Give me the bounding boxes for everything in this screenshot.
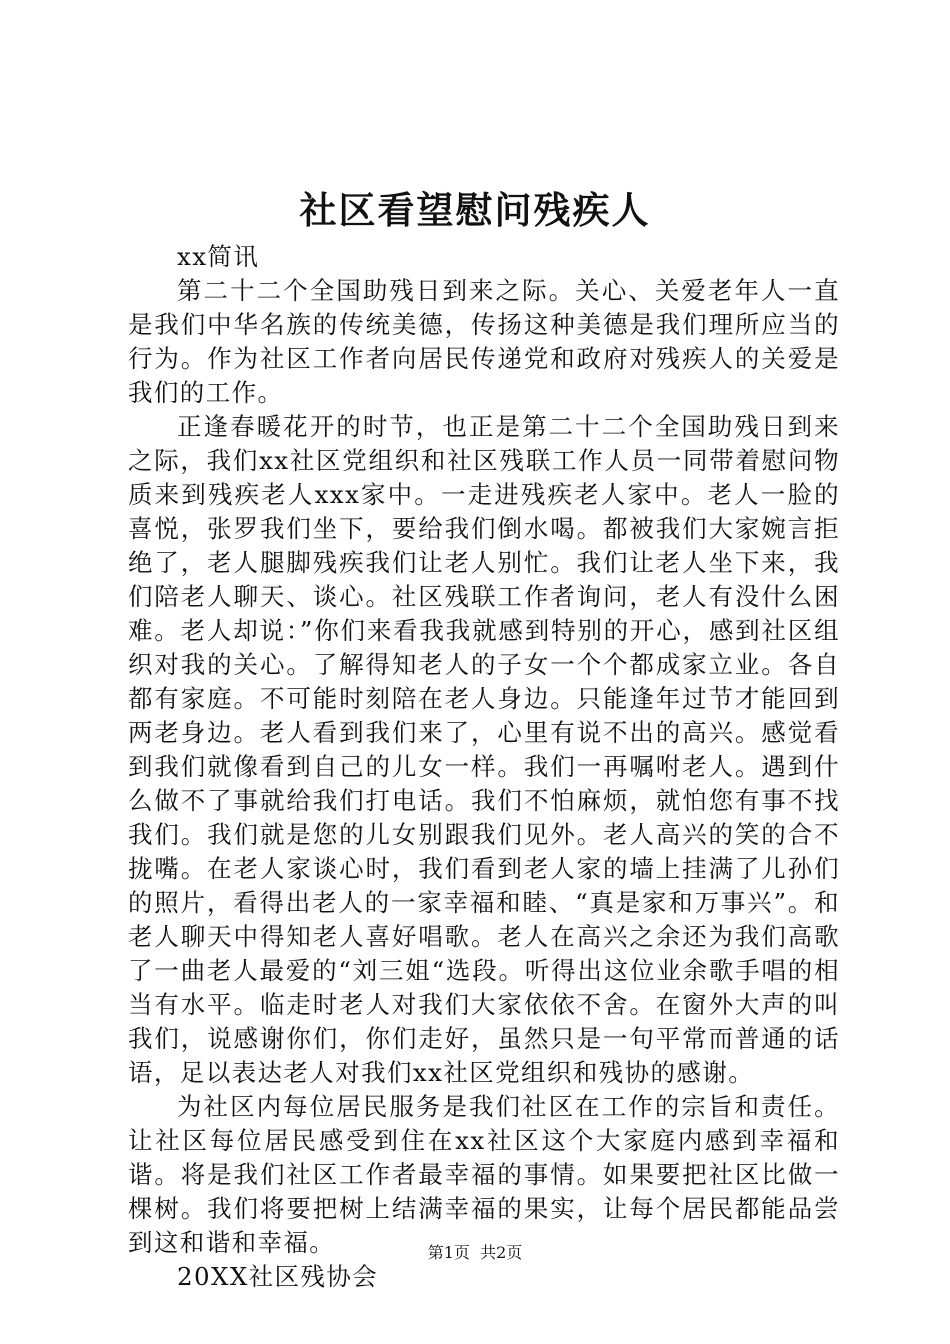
- page-total: 共2页: [480, 1243, 523, 1262]
- page-footer: [0, 1243, 950, 1263]
- document-body: [128, 240, 840, 1294]
- signature-paragraph: 20XX社区残协会: [177, 1262, 379, 1291]
- page-number: 第1页: [427, 1243, 470, 1262]
- byline-paragraph: xx简讯: [177, 242, 260, 271]
- page-title: 社区看望慰问残疾人: [299, 188, 651, 232]
- closing-paragraph: 为社区内每位居民服务是我们社区在工作的宗旨和责任。让社区每位居民感受到住在xx社区这个大家庭内感到幸福和谐。将是我们社区工作者最幸福的事情。如果要把社区比做一棵树。我们将要把树上结满幸福的果实，让每个居民都能品尝到这和谐和幸福。: [128, 1092, 840, 1257]
- visit-paragraph: 正逢春暖花开的时节，也正是第二十二个全国助残日到来之际，我们xx社区党组织和社区残联工作人员一同带着慰问物质来到残疾老人xxx家中。一走进残疾老人家中。老人一脸的喜悦，张罗我们坐下，要给我们倒水喝。都被我们大家婉言拒绝了，老人腿脚残疾我们让老人别忙。我们让老人坐下来，我们陪老人聊天、谈心。社区残联工作者询问，老人有没什么困难。老人却说：”你们来看我我就感到特别的开心，感到社区组织对我的关心。了解得知老人的子女一个个都成家立业。各自都有家庭。不可能时刻陪在老人身边。只能逢年过节才能回到两老身边。老人看到我们来了，心里有说不出的高兴。感觉看到我们就像看到自己的儿女一样。我们一再嘱咐老人。遇到什么做不了事就给我们打电话。我们不怕麻烦，就怕您有事不找我们。我们就是您的儿女别跟我们见外。老人高兴的笑的合不拢嘴。在老人家谈心时，我们看到老人家的墙上挂满了儿孙们的照片，看得出老人的一家幸福和睦、“真是家和万事兴”。和老人聊天中得知老人喜好唱歌。老人在高兴之余还为我们高歌了一曲老人最爱的“刘三姐“选段。听得出这位业余歌手唱的相当有水平。临走时老人对我们大家依依不舍。在窗外大声的叫我们，说感谢你们，你们走好，虽然只是一句平常而普通的话语，足以表达老人对我们xx社区党组织和残协的感谢。: [128, 412, 840, 1087]
- intro-paragraph: 第二十二个全国助残日到来之际。关心、关爱老年人一直是我们中华名族的传统美德，传扬这种美德是我们理所应当的行为。作为社区工作者向居民传递党和政府对残疾人的关爱是我们的工作。: [128, 276, 840, 407]
